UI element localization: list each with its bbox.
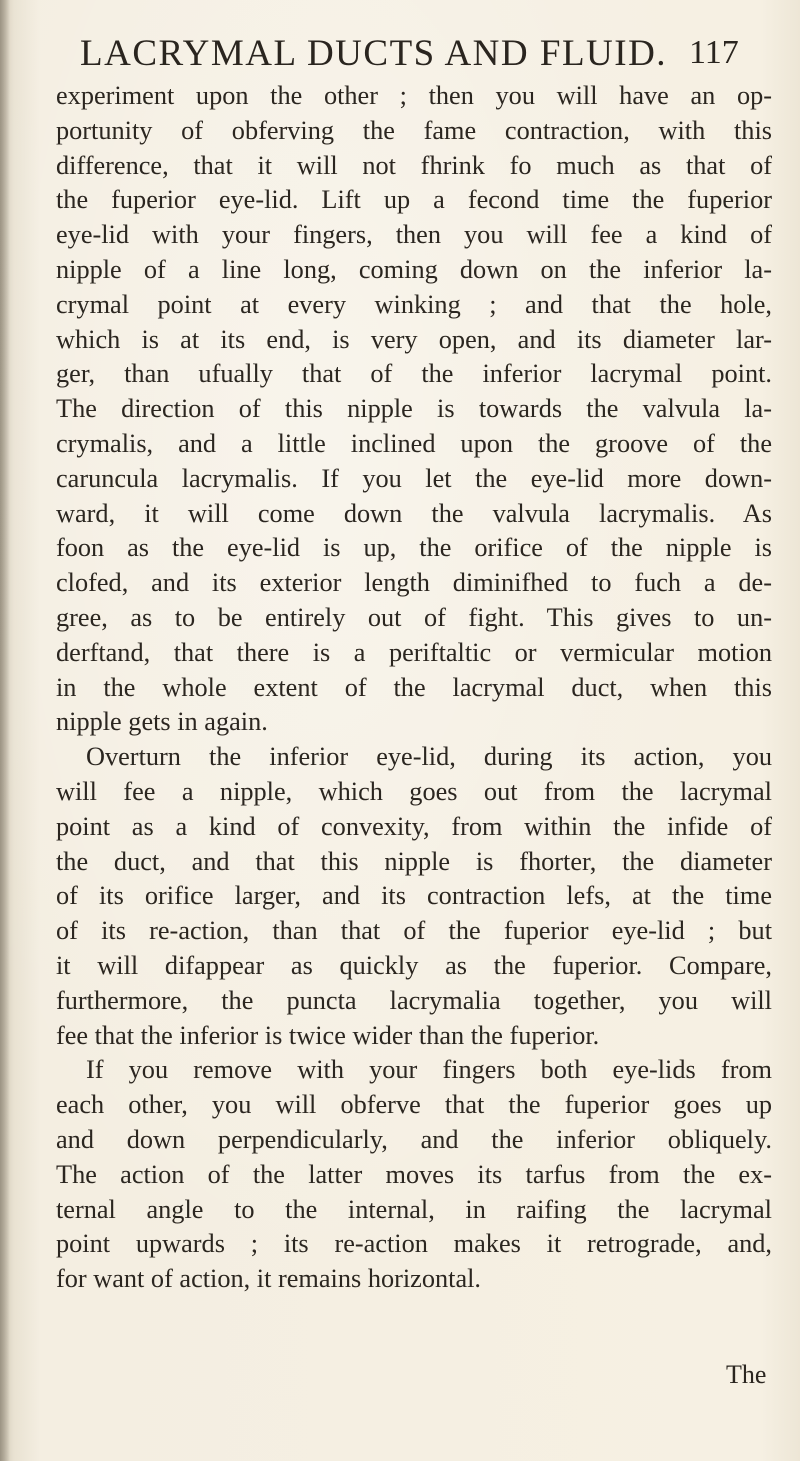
text-line: of its orifice larger, and its contraction lefs, at the time — [56, 881, 772, 911]
text-line: each other, you will obferve that the fuperior goes up — [56, 1090, 772, 1120]
text-line: point as a kind of convexity, from within the infide of — [56, 811, 772, 841]
text-line: crymal point at every winking ; and that the hole, — [56, 289, 772, 319]
text-line: point upwards ; its re-action makes it retrograde, and, — [56, 1229, 772, 1259]
text-line: fee that the inferior is twice wider than the fuperior. — [56, 1020, 600, 1050]
text-line: gree, as to be entirely out of fight. This gives to un- — [56, 602, 772, 632]
text-line: for want of action, it remains horizontal. — [56, 1264, 482, 1294]
text-line: it will difappear as quickly as the fuperior. Compare, — [56, 950, 772, 980]
text-line: which is at its end, is very open, and its diameter lar- — [56, 324, 772, 354]
text-line: derftand, that there is a periftaltic or vermicular motion — [56, 637, 772, 667]
catchword: The — [726, 1360, 767, 1389]
text-line: clofed, and its exterior length diminifhed to fuch a de- — [56, 568, 772, 598]
text-line: ger, than ufually that of the inferior lacrymal point. — [56, 359, 772, 389]
text-line: The direction of this nipple is towards the valvula la- — [56, 394, 772, 424]
text-line: furthermore, the puncta lacrymalia together, you will — [56, 985, 772, 1015]
text-line: crymalis, and a little inclined upon the groove of the — [56, 428, 772, 458]
text-line: difference, that it will not fhrink fo much as that of — [56, 150, 772, 180]
text-line: Overturn the inferior eye-lid, during its action, you — [86, 742, 772, 772]
text-line: ward, it will come down the valvula lacrymalis. As — [56, 498, 772, 528]
text-line: the fuperior eye-lid. Lift up a fecond time the fuperior — [56, 185, 772, 215]
text-line: The action of the latter moves its tarfus from the ex- — [56, 1159, 772, 1189]
text-line: portunity of obferving the fame contraction, with this — [56, 115, 772, 145]
running-head: LACRYMAL DUCTS AND FLUID. — [80, 33, 668, 74]
text-line: nipple of a line long, coming down on the inferior la- — [56, 254, 772, 284]
text-line: caruncula lacrymalis. If you let the eye-lid more down- — [56, 463, 772, 493]
text-line: foon as the eye-lid is up, the orifice of the nipple is — [56, 533, 772, 563]
text-line: will fee a nipple, which goes out from the lacrymal — [56, 776, 772, 806]
text-line: ternal angle to the internal, in raifing the lacrymal — [56, 1194, 772, 1224]
text-line: the duct, and that this nipple is fhorter, the diameter — [56, 846, 772, 876]
text-line: in the whole extent of the lacrymal duct, when this — [56, 672, 772, 702]
body-text — [56, 79, 772, 1297]
text-line: If you remove with your fingers both eye-lids from — [86, 1055, 772, 1085]
text-line: and down perpendicularly, and the inferior obliquely. — [56, 1124, 772, 1154]
text-line: nipple gets in again. — [56, 707, 268, 737]
text-line: of its re-action, than that of the fuperior eye-lid ; but — [56, 916, 772, 946]
text-line: eye-lid with your fingers, then you will fee a kind of — [56, 220, 772, 250]
binding-shadow — [0, 0, 10, 1461]
page-number: 117 — [689, 34, 739, 71]
text-line: experiment upon the other ; then you will have an op- — [56, 81, 772, 110]
